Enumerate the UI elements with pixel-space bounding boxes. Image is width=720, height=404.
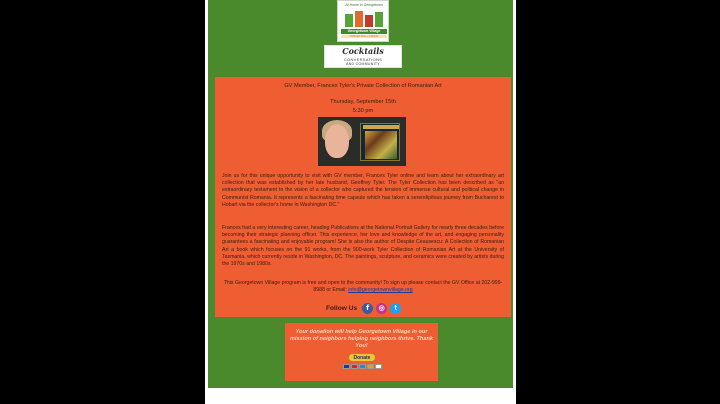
cocktails-line2: AND COMMUNITY xyxy=(346,62,380,66)
instagram-icon[interactable]: ◎ xyxy=(376,303,387,314)
twitter-icon[interactable]: t xyxy=(390,303,401,314)
event-description-2: Frances had a very interesting career, heading Publications at the National Portrait Gallery for nearly three decades before becoming their strategic planning officer. This experience, her love and knowledge of the art, and engaging personality guarantees a fascinating and enjoyable program! She is also the author of Despite Ceausescu: A Collection of Romanian Art a book which focuses on the 91 works, from the 900-work Tyler Collection of Romanian Art at the University of Tasmania, which currently reside in Washington, DC. The paintings, sculpture, and ceramics were created by artists during the 1970s and 1980s. xyxy=(222,225,504,268)
follow-label: Follow Us xyxy=(326,305,358,312)
logo-arc-text: At Home in Georgetown xyxy=(345,3,383,7)
event-description-1: Join us for this unique opportunity to visit with GV member, Frances Tyler online and learn about her extraordinary art collection that was established by her late husband, Geoffrey Tyler. The Tyler Collection has been described as "an extraordinary testament to the vision of a collector who captured the tension of immense cultural and political change in Communist Romania. It represents a fascinating time capsule which has taken a serendipitous journey from Bucharest to Hobart via the collector's home in Washington DC." xyxy=(222,173,504,208)
email-link[interactable]: info@georgetownvillage.org xyxy=(348,287,413,294)
cocktails-title: Cocktails xyxy=(342,46,384,56)
cocktails-line1: CONVERSATIONS xyxy=(343,57,383,62)
houses-icon xyxy=(345,10,383,27)
payment-cards-icon xyxy=(343,364,382,369)
facebook-icon[interactable]: f xyxy=(362,303,373,314)
signup-text: This Georgetown Village program is free and open to the community! To sign up please contact the GV Office at 202-999-8988 or Email: xyxy=(223,280,503,294)
social-follow xyxy=(326,303,401,314)
event-time: 5:30 pm xyxy=(352,108,374,114)
speaker-photo xyxy=(318,117,406,166)
green-background xyxy=(208,0,513,388)
donation-panel xyxy=(285,323,438,381)
logo-name: Georgetown Village xyxy=(341,29,387,34)
georgetown-village-logo xyxy=(337,0,389,42)
event-panel xyxy=(215,77,511,317)
logo-tagline: CONNECTING • CARING xyxy=(341,35,387,38)
donate-button[interactable]: Donate xyxy=(348,353,376,362)
donation-message: Your donation will help Georgetown Village in our mission of neighbors helping neighbors thrive. Thank You! xyxy=(290,329,433,350)
cocktails-logo xyxy=(324,45,402,68)
event-title: GV Member, Frances Tyler's Private Collection of Romanian Art xyxy=(284,83,442,89)
event-date: Thursday, September 15th xyxy=(330,99,396,105)
signup-info xyxy=(222,280,504,294)
newsletter-page xyxy=(205,0,516,404)
